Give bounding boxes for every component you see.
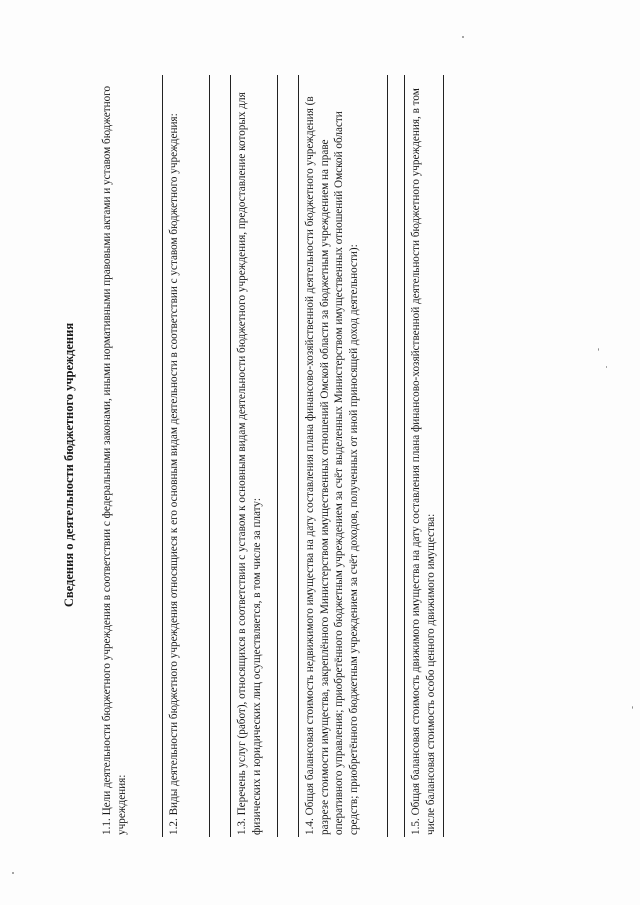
section-text: 1.4. Общая балансовая стоимость недвижимого имущества на дату составления плана финансово-хозяйственной деятельности бюджетного учреждения (в разрезе стоимости имущества, закреплённого Министерством имущественных отношений Омской области за бюджетным учреждением на праве оперативного управления; приобретённого бюджетным учреждением за счёт выделенных Министерством имущественных отношений Омской области средств; приобретённого бюджетным учреждением за счёт доходов, полученных от иной приносящей доход деятельности):: [304, 96, 360, 835]
rotated-content: [0, 10, 640, 895]
scan-speck: [462, 36, 464, 38]
section-text: 1.3. Перечень услуг (работ), относящихся в соответствии с уставом к основным видам деятельности бюджетного учреждения, предоставление которых для физических и юридических лиц осуществляется, в том числе за плату:: [236, 92, 263, 835]
section-1-5: [404, 75, 444, 837]
document-title: Сведения о деятельности бюджетного учреждения: [62, 322, 76, 608]
section-text: 1.5. Общая балансовая стоимость движимого имущества на дату составления плана финансово-хозяйственной деятельности бюджетного учреждения, в том числе балансовая стоимость особо ценного движимого имущества:: [410, 88, 437, 835]
scan-speck: [606, 366, 607, 368]
section-text: 1.1. Цели деятельности бюджетного учреждения в соответствии с федеральными законами, иными нормативными правовыми актами и уставом бюджетного учреждения:: [101, 85, 128, 835]
section-1-3: [230, 75, 278, 837]
scan-speck: [598, 348, 599, 351]
section-1-4: [298, 75, 388, 837]
scan-speck: [632, 706, 633, 709]
section-1-1: [96, 75, 132, 837]
section-1-2: [162, 75, 210, 837]
scan-speck: [12, 872, 14, 874]
section-text: 1.2. Виды деятельности бюджетного учреждения относящиеся к его основным видам деятельности в соответствии с уставом бюджетного учреждения:: [168, 113, 180, 835]
